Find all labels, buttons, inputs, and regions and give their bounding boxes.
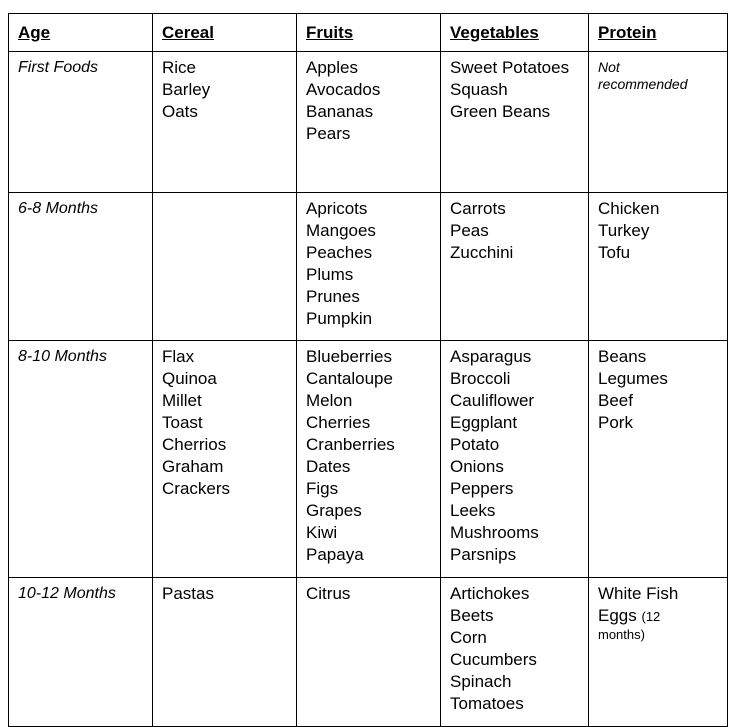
protein-cell xyxy=(589,193,728,341)
list-item: Beans xyxy=(598,347,647,366)
list-item: Figs xyxy=(306,479,339,498)
list-item: Beef xyxy=(598,391,633,410)
table-row xyxy=(9,578,728,727)
eggs-note: months) xyxy=(598,627,645,642)
fruits-cell xyxy=(297,193,441,341)
list-item: Green Beans xyxy=(450,102,551,121)
vegetables-cell xyxy=(441,193,589,341)
list-item: Citrus xyxy=(306,584,351,603)
header-fruits: Fruits xyxy=(297,14,441,52)
header-age: Age xyxy=(9,14,153,52)
list-item: Grapes xyxy=(306,501,362,520)
protein-cell xyxy=(589,578,728,727)
list-item: Flax xyxy=(162,347,195,366)
list-item: Carrots xyxy=(450,199,506,218)
baby-food-table xyxy=(8,13,728,727)
list-item: Asparagus xyxy=(450,347,532,366)
fruits-cell xyxy=(297,52,441,193)
list-item: Cherrios xyxy=(162,435,227,454)
age-cell: 8-10 Months xyxy=(9,341,153,578)
list-item: Bananas xyxy=(306,102,374,121)
list-item: Quinoa xyxy=(162,369,217,388)
age-cell: 10-12 Months xyxy=(9,578,153,727)
list-item: Apricots xyxy=(306,199,368,218)
protein-note: recommended xyxy=(598,76,688,92)
list-item: Onions xyxy=(450,457,504,476)
fruits-cell xyxy=(297,578,441,727)
list-item: Peppers xyxy=(450,479,514,498)
eggs-note: (12 xyxy=(641,609,661,624)
list-item: Cucumbers xyxy=(450,650,537,669)
list-item: Graham xyxy=(162,457,224,476)
cereal-cell xyxy=(153,193,297,341)
list-item: Oats xyxy=(162,102,198,121)
list-item: Blueberries xyxy=(306,347,392,366)
list-item: Pastas xyxy=(162,584,214,603)
list-item: Broccoli xyxy=(450,369,511,388)
list-item: Toast xyxy=(162,413,203,432)
list-item: Zucchini xyxy=(450,243,514,262)
list-item: White Fish xyxy=(598,584,679,603)
list-item: Cauliflower xyxy=(450,391,535,410)
header-vegetables: Vegetables xyxy=(441,14,589,52)
vegetables-cell xyxy=(441,341,589,578)
list-item: Turkey xyxy=(598,221,650,240)
table-row xyxy=(9,52,728,193)
list-item: Pork xyxy=(598,413,633,432)
list-item xyxy=(598,605,718,627)
list-item: Papaya xyxy=(306,545,364,564)
list-item: Potato xyxy=(450,435,500,454)
list-item: Legumes xyxy=(598,369,668,388)
list-item: Barley xyxy=(162,80,211,99)
list-item: Peaches xyxy=(306,243,373,262)
cereal-cell xyxy=(153,341,297,578)
header-cereal: Cereal xyxy=(153,14,297,52)
protein-cell xyxy=(589,341,728,578)
vegetables-cell xyxy=(441,578,589,727)
list-item: Dates xyxy=(306,457,351,476)
list-item: Prunes xyxy=(306,287,360,306)
table-row xyxy=(9,193,728,341)
header-row xyxy=(9,14,728,52)
list-item: Spinach xyxy=(450,672,512,691)
list-item: Sweet Potatoes xyxy=(450,58,570,77)
cereal-cell xyxy=(153,52,297,193)
list-item: Cranberries xyxy=(306,435,395,454)
list-item: Melon xyxy=(306,391,353,410)
protein-note: Not xyxy=(598,59,620,75)
age-cell: 6-8 Months xyxy=(9,193,153,341)
list-item: Apples xyxy=(306,58,358,77)
eggs-label: Eggs xyxy=(598,606,637,625)
list-item: Avocados xyxy=(306,80,381,99)
list-item: Kiwi xyxy=(306,523,338,542)
list-item: Squash xyxy=(450,80,508,99)
list-item: Corn xyxy=(450,628,487,647)
list-item: Millet xyxy=(162,391,202,410)
list-item: Leeks xyxy=(450,501,496,520)
list-item: Tomatoes xyxy=(450,694,524,713)
list-item: Cherries xyxy=(306,413,371,432)
list-item: Pears xyxy=(306,124,351,143)
list-item: Eggplant xyxy=(450,413,518,432)
list-item: Pumpkin xyxy=(306,309,373,328)
list-item: Crackers xyxy=(162,479,231,498)
list-item: Mushrooms xyxy=(450,523,539,542)
list-item: Plums xyxy=(306,265,354,284)
list-item: Peas xyxy=(450,221,489,240)
cereal-cell xyxy=(153,578,297,727)
protein-cell xyxy=(589,52,728,193)
list-item: Beets xyxy=(450,606,494,625)
table-row xyxy=(9,341,728,578)
list-item: Tofu xyxy=(598,243,631,262)
fruits-cell xyxy=(297,341,441,578)
header-protein: Protein xyxy=(589,14,728,52)
list-item: Cantaloupe xyxy=(306,369,393,388)
list-item: Parsnips xyxy=(450,545,517,564)
age-cell: First Foods xyxy=(9,52,153,193)
list-item: Chicken xyxy=(598,199,660,218)
list-item: Artichokes xyxy=(450,584,530,603)
vegetables-cell xyxy=(441,52,589,193)
list-item: Rice xyxy=(162,58,197,77)
list-item: Mangoes xyxy=(306,221,376,240)
